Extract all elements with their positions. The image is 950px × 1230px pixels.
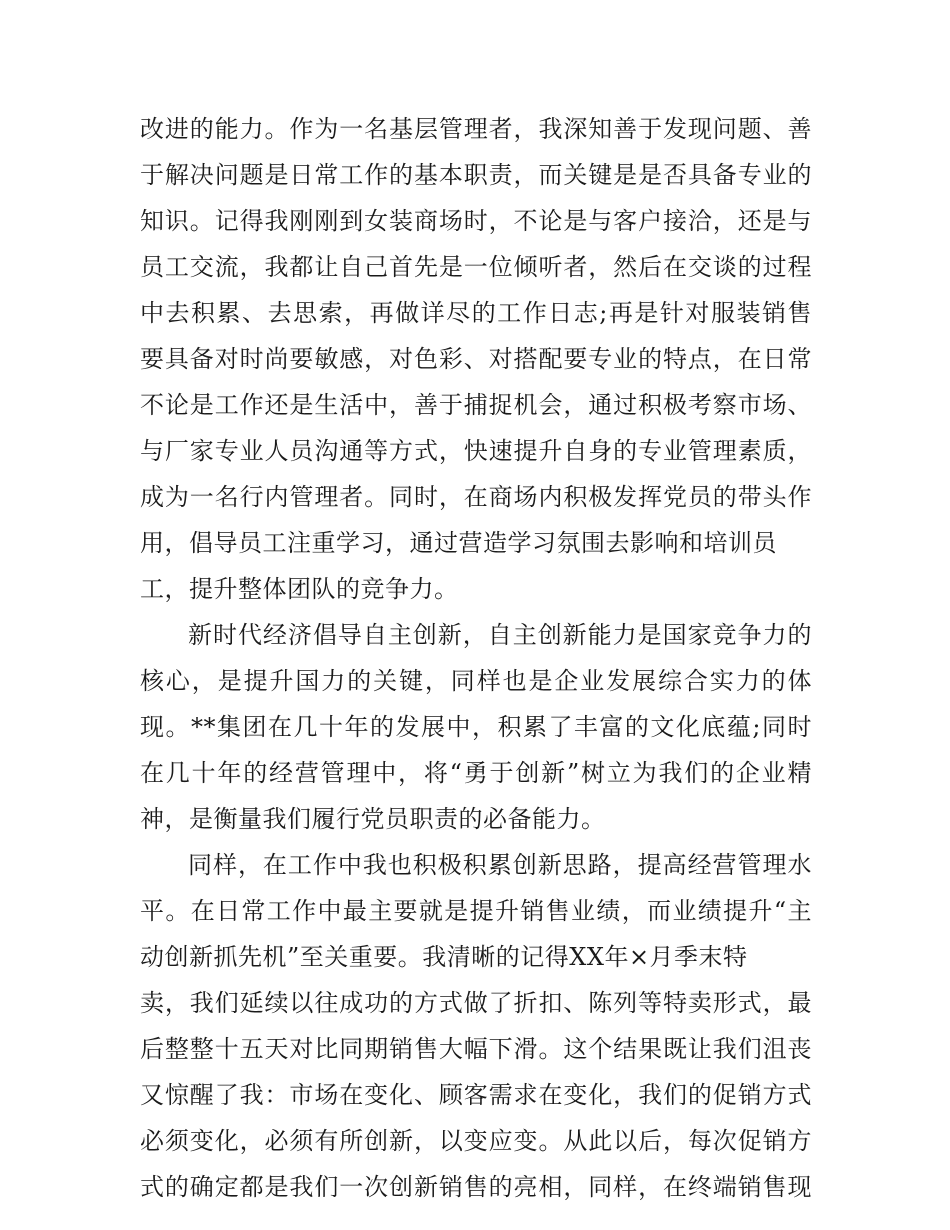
text-line: 新时代经济倡导自主创新，自主创新能力是国家竞争力的	[188, 621, 812, 649]
text-line: 卖，我们延续以往成功的方式做了折扣、陈列等特卖形式，最	[140, 989, 812, 1017]
text-line: 在几十年的经营管理中，将“勇于创新”树立为我们的企业精	[140, 759, 812, 787]
paragraph-1	[140, 106, 812, 612]
text-line: 中去积累、去思索，再做详尽的工作日志;再是针对服装销售	[140, 299, 812, 327]
text-line: 工，提升整体团队的竞争力。	[140, 575, 459, 603]
text-line: 用，倡导员工注重学习，通过营造学习氛围去影响和培训员	[140, 529, 777, 557]
text-line: 平。在日常工作中最主要就是提升销售业绩，而业绩提升“主	[140, 897, 812, 925]
text-line: 于解决问题是日常工作的基本职责，而关键是是否具备专业的	[140, 161, 812, 189]
text-line: 同样，在工作中我也积极积累创新思路，提高经营管理水	[188, 851, 812, 879]
text-line: 后整整十五天对比同期销售大幅下滑。这个结果既让我们沮丧	[140, 1035, 812, 1063]
text-line: 改进的能力。作为一名基层管理者，我深知善于发现问题、善	[140, 115, 812, 143]
text-line: 神，是衡量我们履行党员职责的必备能力。	[140, 805, 606, 833]
text-line: 必须变化，必须有所创新，以变应变。从此以后，每次促销方	[140, 1127, 812, 1155]
text-line: 与厂家专业人员沟通等方式，快速提升自身的专业管理素质，	[140, 437, 812, 465]
text-line: 员工交流，我都让自己首先是一位倾听者，然后在交谈的过程	[140, 253, 812, 281]
text-line: 式的确定都是我们一次创新销售的亮相，同样，在终端销售现	[140, 1173, 812, 1201]
text-line: 动创新抓先机”至关重要。我清晰的记得XX年×月季末特	[140, 943, 748, 971]
text-line: 现。**集团在几十年的发展中，积累了丰富的文化底蕴;同时	[140, 713, 812, 741]
paragraph-3	[140, 842, 812, 1210]
text-line: 成为一名行内管理者。同时，在商场内积极发挥党员的带头作	[140, 483, 812, 511]
text-line: 知识。记得我刚刚到女装商场时，不论是与客户接洽，还是与	[140, 207, 812, 235]
text-line: 要具备对时尚要敏感，对色彩、对搭配要专业的特点，在日常	[140, 345, 812, 373]
document-body	[140, 106, 812, 1210]
text-line: 不论是工作还是生活中，善于捕捉机会，通过积极考察市场、	[140, 391, 812, 419]
text-line: 又惊醒了我：市场在变化、顾客需求在变化，我们的促销方式	[140, 1081, 812, 1109]
paragraph-2	[140, 612, 812, 842]
text-line: 核心，是提升国力的关键，同样也是企业发展综合实力的体	[140, 667, 812, 695]
